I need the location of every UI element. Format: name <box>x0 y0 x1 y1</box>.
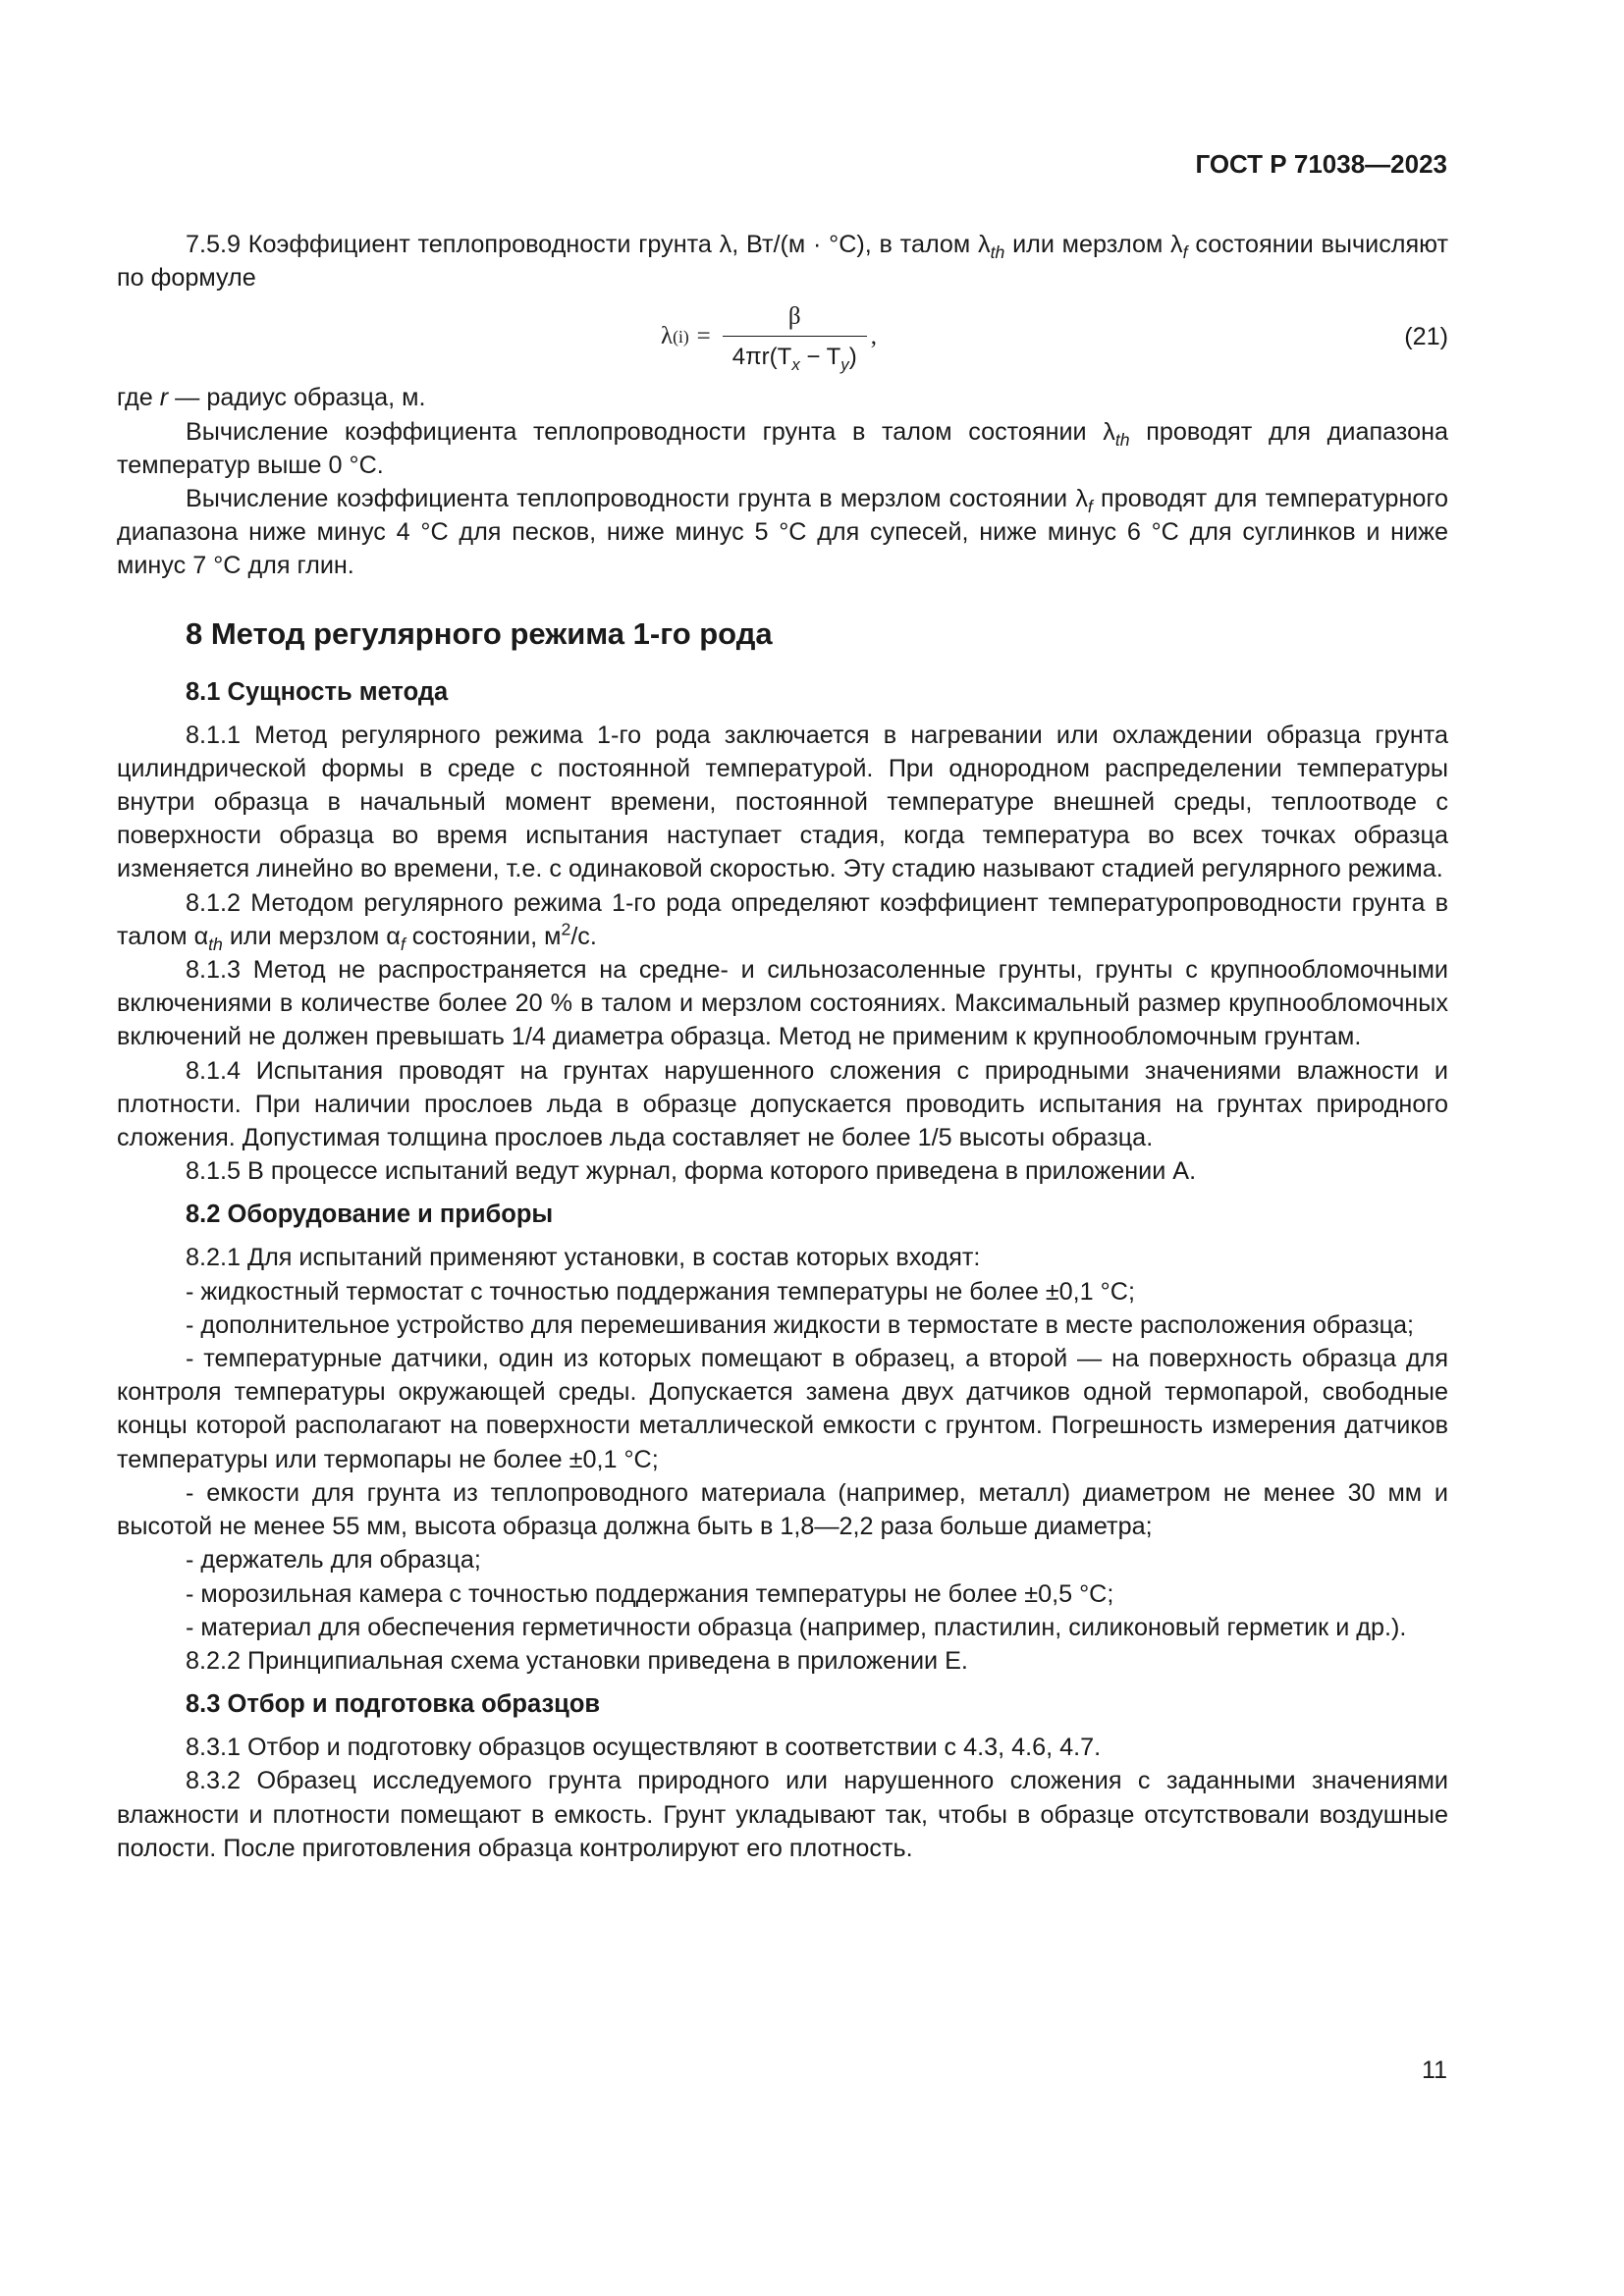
formula-fraction: $\frac{\beta}{4\pi r(T_x - T_y)}$ <box>723 300 867 374</box>
paragraph-8-2-1: 8.2.1 Для испытаний применяют установки, в состав которых входят: <box>186 1244 981 1272</box>
paragraph-8-1-2: 8.1.2 Методом регулярного режима 1-го рода определяют коэффициент температуропроводности грунта в талом $\alpha_{th}$ или мерзлом $\alpha_f$ состоянии, $м^2/с$. <box>117 888 1448 954</box>
list-item: - держатель для образца; <box>186 1546 481 1575</box>
section-8-1-title: 8.1 Сущность метода <box>186 677 449 706</box>
section-8-title: 8 Метод регулярного режима 1-го рода <box>186 615 773 651</box>
paragraph-8-3-2: 8.3.2 Образец исследуемого грунта природного или нарушенного сложения с заданными значениями влажности и плотности помещают в емкость. Грунт укладывают так, чтобы в образце отсутствовали воздушные полости. После приготовления образца контролируют его плотность. <box>117 1767 1448 1862</box>
page-content <box>117 228 1448 1865</box>
paragraph-8-3-1: 8.3.1 Отбор и подготовку образцов осуществляют в соответствии с 4.3, 4.6, 4.7. <box>186 1734 1102 1762</box>
paragraph-7-5-9: 7.5.9 Коэффициент теплопроводности грунта λ, Вт/(м · °С), в талом $\lambda_{th}$ или мерзлом $\lambda_f$ состоянии вычисляют по формуле <box>117 231 1448 293</box>
list-item: - морозильная камера с точностью поддержания температуры не более ±0,5 °С; <box>186 1579 1114 1608</box>
paragraph-8-1-4: 8.1.4 Испытания проводят на грунтах нарушенного сложения с природными значениями влажности и плотности. При наличии прослоев льда в образце допускается проводить испытания на грунтах природного сложения. Допустимая толщина прослоев льда составляет не более 1/5 высоты образца. <box>117 1056 1448 1152</box>
section-8-2-title: 8.2 Оборудование и приборы <box>186 1201 554 1229</box>
section-8-3-title: 8.3 Отбор и подготовка образцов <box>186 1690 601 1719</box>
list-item: - емкости для грунта из теплопроводного материала (например, металл) диаметром не менее 30 мм и высотой не менее 55 мм, высота образца должна быть в 1,8—2,2 раза больше диаметра; <box>117 1478 1448 1541</box>
list-item: - жидкостный термостат с точностью поддержания температуры не более ±0,1 °С; <box>186 1277 1135 1306</box>
list-item: - материал для обеспечения герметичности образца (например, пластилин, силиконовый герметик и др.). <box>186 1613 1407 1641</box>
paragraph-thaw-range: Вычисление коэффициента теплопроводности грунта в талом состоянии $\lambda_{th}$ проводят для диапазона температур выше 0 °С. <box>117 417 1449 479</box>
formula-expression: λ (i) = $\frac{\beta}{4\pi r(T_x - T_y)}$ , <box>661 298 877 375</box>
formula-21 <box>117 298 1448 375</box>
document-code: ГОСТ Р 71038—2023 <box>1195 149 1447 179</box>
paragraph-8-1-3: 8.1.3 Метод не распространяется на средне- и сильнозасоленные грунты, грунты с крупнообломочными включениями в количестве более 20 % в талом и мерзлом состояниях. Максимальный размер крупнообломочных включений не должен превышать 1/4 диаметра образца. Метод не применим к крупнообломочным грунтам. <box>117 956 1448 1051</box>
paragraph-8-1-1: 8.1.1 Метод регулярного режима 1-го рода заключается в нагревании или охлаждении образца грунта цилиндрической формы в среде с постоянной температурой. При однородном распределении температуры внутри образца в начальный момент времени, постоянной температуре внешней среды, теплоотводе с поверхности образца во время испытания наступает стадия, когда температура во всех точках образца изменяется линейно во времени, т.е. с одинаковой скоростью. Эту стадию называют стадией регулярного режима. <box>117 721 1448 883</box>
paragraph-8-1-5: 8.1.5 В процессе испытаний ведут журнал, форма которого приведена в приложении А. <box>186 1157 1197 1186</box>
where-clause: где r — радиус образца, м. <box>117 384 426 412</box>
paragraph-frozen-range: Вычисление коэффициента теплопроводности грунта в мерзлом состоянии $\lambda_f$ проводят для температурного диапазона ниже минус 4 °С для песков, ниже минус 5 °С для супесей, ниже минус 6 °С для суглинков и ниже минус 7 °С для глин. <box>117 485 1448 580</box>
list-item: - дополнительное устройство для перемешивания жидкости в термостате в месте расположения образца; <box>186 1310 1415 1339</box>
list-item: - температурные датчики, один из которых помещают в образец, а второй — на поверхность образца для контроля температуры окружающей среды. Допускается замена двух датчиков одной термопарой, свободные концы которой располагают на поверхности металлической емкости с грунтом. Погрешность измерения датчиков температуры или термопары не более ±0,1 °С; <box>117 1345 1448 1473</box>
paragraph-8-2-2: 8.2.2 Принципиальная схема установки приведена в приложении Е. <box>186 1646 968 1675</box>
page-number: 11 <box>1422 2056 1447 2084</box>
equation-number: (21) <box>1404 323 1448 351</box>
